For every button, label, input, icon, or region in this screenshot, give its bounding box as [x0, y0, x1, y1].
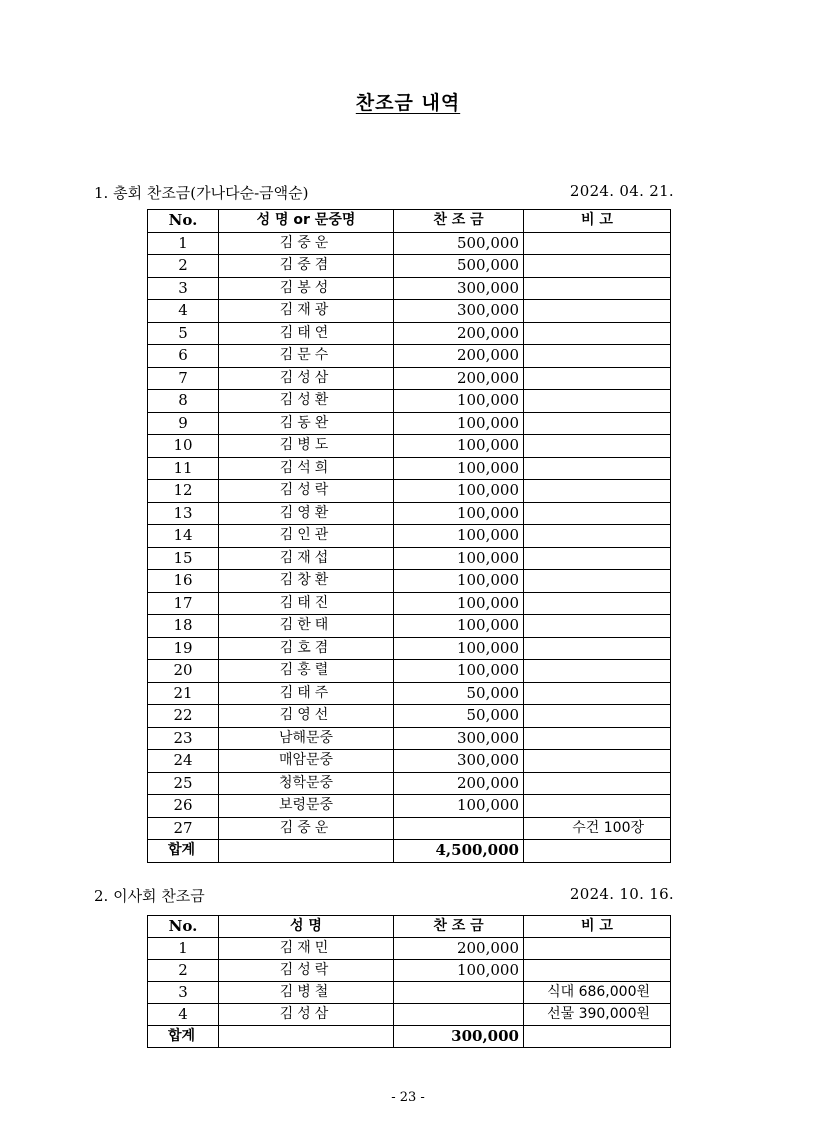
row-amount: 100,000 [394, 960, 524, 982]
row-no: 14 [148, 525, 219, 548]
row-note [524, 435, 671, 458]
row-name: 김문수 [219, 345, 394, 368]
row-no: 3 [148, 277, 219, 300]
row-no: 4 [148, 1004, 219, 1026]
row-note [524, 795, 671, 818]
table-row [148, 502, 671, 525]
header-amount: 찬 조 금 [394, 916, 524, 938]
row-name: 김병도 [219, 435, 394, 458]
row-amount: 50,000 [394, 682, 524, 705]
table-row [148, 982, 671, 1004]
table-row [148, 367, 671, 390]
table-row [148, 727, 671, 750]
row-amount: 100,000 [394, 592, 524, 615]
table-row [148, 570, 671, 593]
header-name: 성 명 [219, 916, 394, 938]
table-row [148, 412, 671, 435]
board-meeting-donation-table [147, 915, 671, 1048]
total-note-empty [524, 840, 671, 863]
table-row [148, 390, 671, 413]
row-name: 김태주 [219, 682, 394, 705]
row-name: 김호겸 [219, 637, 394, 660]
total-label: 합계 [148, 840, 219, 863]
row-name: 김영선 [219, 705, 394, 728]
row-name: 김중운 [219, 817, 394, 840]
total-amount: 300,000 [394, 1026, 524, 1048]
table-row [148, 435, 671, 458]
table-row [148, 660, 671, 683]
table-row [148, 615, 671, 638]
row-amount: 50,000 [394, 705, 524, 728]
row-note [524, 367, 671, 390]
row-no: 12 [148, 480, 219, 503]
row-name: 김창환 [219, 570, 394, 593]
row-name: 김성락 [219, 480, 394, 503]
row-amount [394, 817, 524, 840]
row-name: 김한태 [219, 615, 394, 638]
table-row [148, 345, 671, 368]
row-name: 김재민 [219, 938, 394, 960]
row-name: 김인관 [219, 525, 394, 548]
section1-heading: 1. 총회 찬조금(가나다순-금액순) [94, 184, 309, 202]
row-amount: 100,000 [394, 525, 524, 548]
row-amount: 200,000 [394, 322, 524, 345]
row-note [524, 570, 671, 593]
row-amount: 100,000 [394, 637, 524, 660]
section1-date: 2024. 04. 21. [569, 182, 674, 200]
table-row [148, 817, 671, 840]
row-name: 김태진 [219, 592, 394, 615]
table-row [148, 457, 671, 480]
row-amount: 100,000 [394, 435, 524, 458]
row-name: 김영환 [219, 502, 394, 525]
table-row [148, 232, 671, 255]
row-note [524, 300, 671, 323]
table-row [148, 637, 671, 660]
table-row [148, 772, 671, 795]
row-name: 보령문중 [219, 795, 394, 818]
table-row [148, 525, 671, 548]
total-row [148, 1026, 671, 1048]
row-amount: 300,000 [394, 727, 524, 750]
row-amount: 300,000 [394, 300, 524, 323]
row-name: 김동완 [219, 412, 394, 435]
row-note [524, 960, 671, 982]
row-note [524, 660, 671, 683]
row-amount: 100,000 [394, 795, 524, 818]
row-amount: 100,000 [394, 615, 524, 638]
row-no: 2 [148, 960, 219, 982]
header-no: No. [148, 916, 219, 938]
row-name: 남해문중 [219, 727, 394, 750]
row-amount: 100,000 [394, 412, 524, 435]
row-no: 10 [148, 435, 219, 458]
section2-heading: 2. 이사회 찬조금 [94, 887, 205, 905]
row-note [524, 750, 671, 773]
row-note [524, 592, 671, 615]
row-amount: 100,000 [394, 480, 524, 503]
table-body [148, 232, 671, 840]
table-row [148, 480, 671, 503]
total-name-empty [219, 1026, 394, 1048]
row-amount [394, 982, 524, 1004]
table-row [148, 547, 671, 570]
header-no: No. [148, 210, 219, 233]
table-row [148, 795, 671, 818]
row-no: 18 [148, 615, 219, 638]
row-name: 청학문중 [219, 772, 394, 795]
row-no: 22 [148, 705, 219, 728]
row-amount [394, 1004, 524, 1026]
row-note [524, 322, 671, 345]
total-amount: 4,500,000 [394, 840, 524, 863]
row-note [524, 772, 671, 795]
table-body [148, 938, 671, 1026]
table-row [148, 277, 671, 300]
row-note [524, 502, 671, 525]
row-name: 김성환 [219, 390, 394, 413]
total-name-empty [219, 840, 394, 863]
table-row [148, 750, 671, 773]
row-name: 김재광 [219, 300, 394, 323]
row-amount: 200,000 [394, 938, 524, 960]
table-row [148, 938, 671, 960]
row-note [524, 705, 671, 728]
row-amount: 100,000 [394, 390, 524, 413]
total-label: 합계 [148, 1026, 219, 1048]
row-note [524, 727, 671, 750]
table-row [148, 1004, 671, 1026]
header-name: 성 명 or 문중명 [219, 210, 394, 233]
row-name: 김홍렬 [219, 660, 394, 683]
row-no: 27 [148, 817, 219, 840]
row-name: 김중운 [219, 232, 394, 255]
row-amount: 200,000 [394, 345, 524, 368]
table-row [148, 300, 671, 323]
row-note [524, 345, 671, 368]
row-no: 2 [148, 255, 219, 278]
row-name: 김태연 [219, 322, 394, 345]
table-row [148, 705, 671, 728]
general-meeting-donation-table [147, 209, 671, 863]
section2-heading-row [94, 885, 674, 906]
total-note-empty [524, 1026, 671, 1048]
section1-heading-row [94, 182, 674, 203]
row-note [524, 480, 671, 503]
row-name: 김재섭 [219, 547, 394, 570]
row-amount: 100,000 [394, 502, 524, 525]
table-row [148, 255, 671, 278]
row-amount: 500,000 [394, 255, 524, 278]
row-amount: 100,000 [394, 547, 524, 570]
table-row [148, 592, 671, 615]
row-amount: 100,000 [394, 570, 524, 593]
row-note: 식대 686,000원 [524, 982, 671, 1004]
row-name: 김병철 [219, 982, 394, 1004]
row-note [524, 525, 671, 548]
row-no: 11 [148, 457, 219, 480]
row-note [524, 390, 671, 413]
row-no: 1 [148, 232, 219, 255]
row-amount: 100,000 [394, 660, 524, 683]
row-note [524, 615, 671, 638]
row-amount: 100,000 [394, 457, 524, 480]
row-no: 17 [148, 592, 219, 615]
page-number: - 23 - [391, 1090, 425, 1105]
row-note [524, 682, 671, 705]
page-title: 찬조금 내역 [355, 92, 461, 114]
total-row [148, 840, 671, 863]
row-amount: 500,000 [394, 232, 524, 255]
row-name: 김성락 [219, 960, 394, 982]
row-no: 9 [148, 412, 219, 435]
row-no: 7 [148, 367, 219, 390]
row-name: 김석희 [219, 457, 394, 480]
row-note [524, 938, 671, 960]
table-row [148, 960, 671, 982]
header-note: 비 고 [524, 210, 671, 233]
row-amount: 300,000 [394, 277, 524, 300]
row-no: 4 [148, 300, 219, 323]
table-row [148, 682, 671, 705]
row-amount: 200,000 [394, 772, 524, 795]
row-name: 매암문중 [219, 750, 394, 773]
row-no: 8 [148, 390, 219, 413]
row-note [524, 277, 671, 300]
row-no: 19 [148, 637, 219, 660]
row-note [524, 457, 671, 480]
row-name: 김중겸 [219, 255, 394, 278]
row-note [524, 232, 671, 255]
row-note: 수건 100장 [524, 817, 671, 840]
row-note [524, 412, 671, 435]
row-no: 6 [148, 345, 219, 368]
row-name: 김봉성 [219, 277, 394, 300]
row-no: 26 [148, 795, 219, 818]
row-no: 5 [148, 322, 219, 345]
row-no: 15 [148, 547, 219, 570]
row-note [524, 637, 671, 660]
row-no: 25 [148, 772, 219, 795]
row-no: 3 [148, 982, 219, 1004]
row-no: 13 [148, 502, 219, 525]
row-note [524, 547, 671, 570]
row-note [524, 255, 671, 278]
row-no: 23 [148, 727, 219, 750]
row-no: 16 [148, 570, 219, 593]
table-row [148, 322, 671, 345]
row-note: 선물 390,000원 [524, 1004, 671, 1026]
row-no: 1 [148, 938, 219, 960]
row-no: 20 [148, 660, 219, 683]
row-amount: 300,000 [394, 750, 524, 773]
row-no: 24 [148, 750, 219, 773]
row-no: 21 [148, 682, 219, 705]
row-amount: 200,000 [394, 367, 524, 390]
row-name: 김성삼 [219, 367, 394, 390]
header-amount: 찬 조 금 [394, 210, 524, 233]
section2-date: 2024. 10. 16. [569, 885, 674, 903]
header-note: 비 고 [524, 916, 671, 938]
row-name: 김성삼 [219, 1004, 394, 1026]
